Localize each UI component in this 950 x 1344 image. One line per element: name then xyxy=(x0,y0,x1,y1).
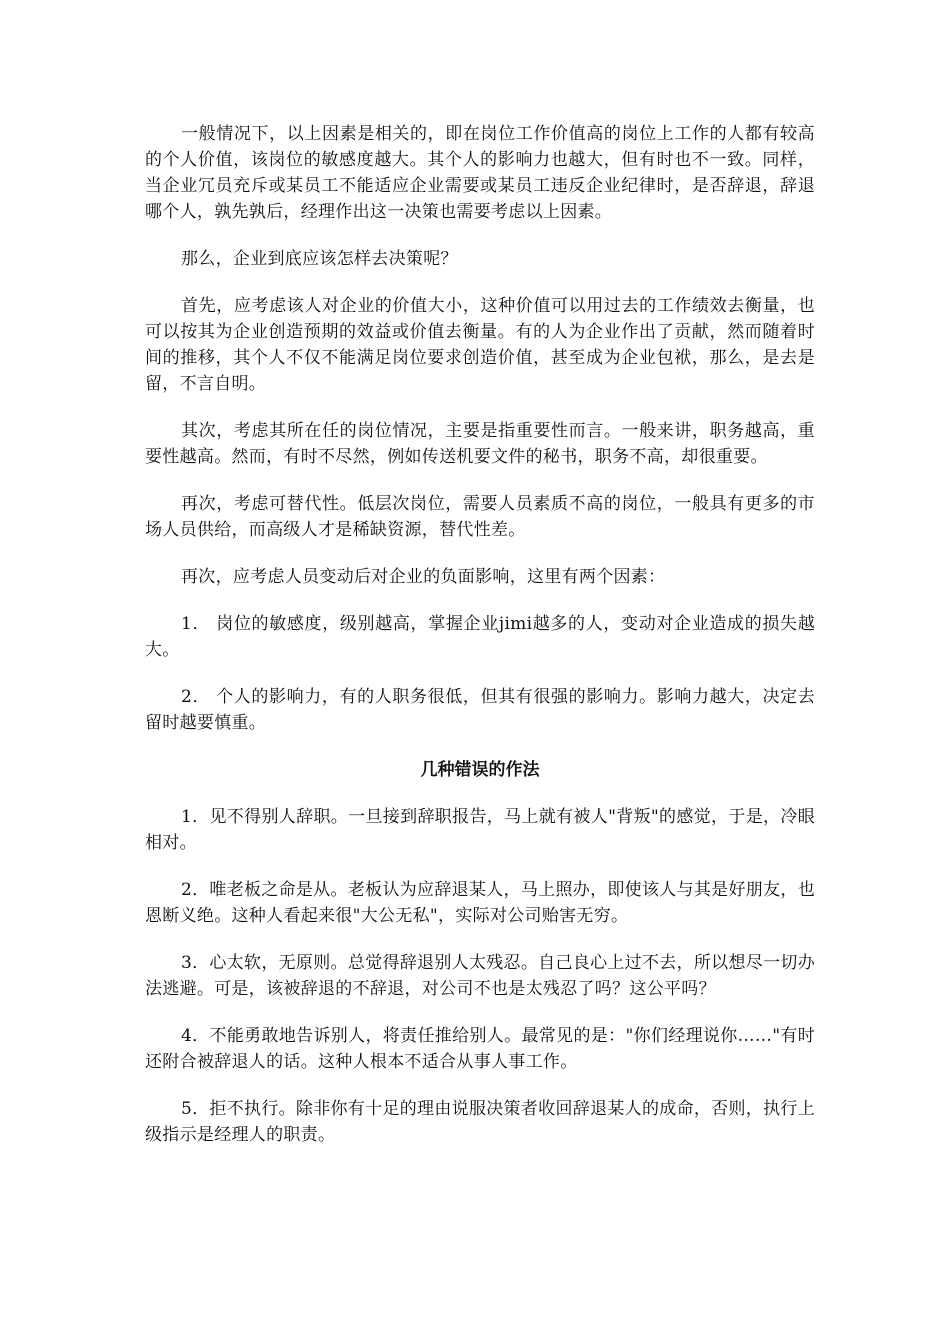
list-item-mistake-3: 3．心太软，无原则。总觉得辞退别人太残忍。自己良心上过不去，所以想尽一切办法逃避。可是，该被辞退的不辞退，对公司不也是太残忍了吗？这公平吗？ xyxy=(145,953,815,999)
list-item-mistake-4: 4．不能勇敢地告诉别人，将责任推给别人。最常见的是："你们经理说你……"有时还附合被辞退人的话。这种人根本不适合从事人事工作。 xyxy=(145,1026,815,1072)
list-item-influence: 2． 个人的影响力，有的人职务很低，但其有很强的影响力。影响力越大，决定去留时越要慎重。 xyxy=(145,687,815,733)
list-item-sensitivity: 1． 岗位的敏感度，级别越高，掌握企业jimi越多的人，变动对企业造成的损失越大。 xyxy=(145,614,815,660)
paragraph-how-to-decide: 那么，企业到底应该怎样去决策呢？ xyxy=(181,249,458,269)
paragraph-second-position: 其次，考虑其所在任的岗位情况，主要是指重要性而言。一般来讲，职务越高，重要性越高。然而，有时不尽然，例如传送机要文件的秘书，职务不高，却很重要。 xyxy=(145,421,815,467)
paragraph-negative-impact: 再次，应考虑人员变动后对企业的负面影响，这里有两个因素： xyxy=(181,567,666,587)
list-item-mistake-5: 5．拒不执行。除非你有十足的理由说服决策者收回辞退某人的成命，否则，执行上级指示是经理人的职责。 xyxy=(145,1099,815,1145)
paragraph-first-value: 首先，应考虑该人对企业的价值大小，这种价值可以用过去的工作绩效去衡量，也可以按其为企业创造预期的效益或价值去衡量。有的人为企业作出了贡献，然而随着时间的推移，其个人不仅不能满足岗位要求创造价值，甚至成为企业包袱，那么，是去是留，不言自明。 xyxy=(145,296,815,394)
paragraph-factors-related: 一般情况下，以上因素是相关的，即在岗位工作价值高的岗位上工作的人都有较高的个人价值，该岗位的敏感度越大。其个人的影响力也越大，但有时也不一致。同样，当企业冗员充斥或某员工不能适应企业需要或某员工违反企业纪律时，是否辞退，辞退哪个人，孰先孰后，经理作出这一决策也需要考虑以上因素。 xyxy=(145,124,815,222)
paragraph-third-replaceability: 再次，考虑可替代性。低层次岗位，需要人员素质不高的岗位，一般具有更多的市场人员供给，而高级人才是稀缺资源，替代性差。 xyxy=(145,494,815,540)
document-page xyxy=(145,121,815,1169)
section-heading: 几种错误的作法 xyxy=(420,760,540,780)
list-item-mistake-1: 1．见不得别人辞职。一旦接到辞职报告，马上就有被人"背叛"的感觉，于是，冷眼相对。 xyxy=(145,807,815,853)
list-item-mistake-2: 2．唯老板之命是从。老板认为应辞退某人，马上照办，即使该人与其是好朋友，也恩断义绝。这种人看起来很"大公无私"，实际对公司贻害无穷。 xyxy=(145,880,815,926)
